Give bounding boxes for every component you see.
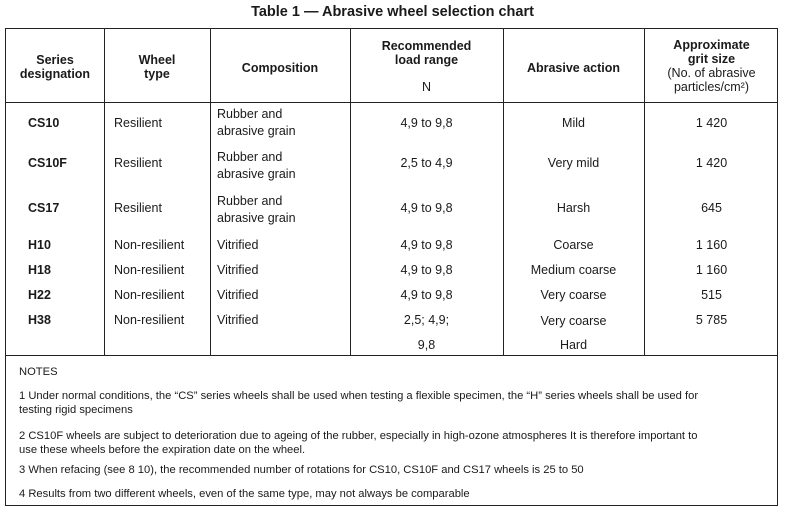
header-wheel-line2: type <box>144 67 170 81</box>
row-load: 2,5 to 4,9 <box>400 156 453 170</box>
row-load: 4,9 to 9,8 <box>400 263 453 277</box>
row-series: H38 <box>28 313 51 327</box>
row-grit: 1 160 <box>695 238 728 252</box>
note-1-line2: testing rigid specimens <box>19 404 133 416</box>
row-composition: Vitrified <box>217 288 259 302</box>
row-load: 4,9 to 9,8 <box>400 288 453 302</box>
row-series: CS10F <box>28 156 67 170</box>
row-action: Medium coarse <box>530 263 617 277</box>
row-series: CS10 <box>28 116 60 130</box>
note-2-line2: use these wheels before the expiration date on the wheel. <box>19 444 306 456</box>
note-2-line1: 2 CS10F wheels are subject to deterioration due to ageing of the rubber, especially in high-ozone atmospheres It is therefore important to <box>19 430 698 442</box>
row-wheel-type: Non-resilient <box>114 263 185 277</box>
note-4: 4 Results from two different wheels, even of the same type, may not always be comparable <box>19 488 470 500</box>
column-divider <box>503 29 504 355</box>
header-load-line1: Recommended <box>381 39 472 53</box>
row-composition-line1: Rubber and <box>217 150 283 164</box>
header-abrasive-action: Abrasive action <box>526 61 621 75</box>
row-load: 4,9 to 9,8 <box>400 116 453 130</box>
header-series-line1: Series <box>36 53 74 67</box>
header-grit-size <box>644 38 779 94</box>
header-grit-line4: particles/cm²) <box>673 80 749 94</box>
row-grit: 515 <box>701 288 722 302</box>
table-title: Table 1 — Abrasive wheel selection chart <box>251 4 534 20</box>
row-wheel-type: Non-resilient <box>114 238 185 252</box>
row-load: 2,5; 4,9; <box>403 313 450 327</box>
note-3: 3 When refacing (see 8 10), the recommended number of rotations for CS10, CS10F and CS17 wheels is 25 to 50 <box>19 464 584 476</box>
row-action: Mild <box>562 116 585 130</box>
row-series: H10 <box>28 238 51 252</box>
row-grit: 1 420 <box>695 156 728 170</box>
row-composition <box>217 106 296 140</box>
row-action: Coarse <box>553 238 594 252</box>
row-action: Very coarse <box>540 288 607 302</box>
notes-divider <box>6 355 777 356</box>
row-action: Harsh <box>556 201 591 215</box>
row-composition: Vitrified <box>217 263 259 277</box>
row-action: Very coarse <box>540 314 607 328</box>
row-composition: Vitrified <box>217 238 259 252</box>
row-action-continued: Hard <box>559 338 588 352</box>
header-wheel-type <box>104 53 210 81</box>
row-series: CS17 <box>28 201 60 215</box>
row-action: Very mild <box>547 156 600 170</box>
row-composition-line2: abrasive grain <box>217 167 296 181</box>
row-grit: 1 160 <box>695 263 728 277</box>
row-composition: Vitrified <box>217 313 259 327</box>
header-series-line2: designation <box>19 67 91 81</box>
row-load: 4,9 to 9,8 <box>400 201 453 215</box>
row-composition <box>217 149 296 183</box>
row-load-continued: 9,8 <box>417 338 436 352</box>
row-wheel-type: Resilient <box>114 156 162 170</box>
note-2 <box>19 429 774 457</box>
header-series <box>6 53 104 81</box>
row-wheel-type: Resilient <box>114 116 162 130</box>
abrasive-wheel-table <box>5 28 778 506</box>
header-load-line2: load range <box>394 53 459 67</box>
row-composition-line2: abrasive grain <box>217 124 296 138</box>
note-1 <box>19 389 774 417</box>
row-wheel-type: Non-resilient <box>114 288 185 302</box>
header-grit-line3: (No. of abrasive <box>667 66 756 80</box>
row-grit: 645 <box>701 201 722 215</box>
note-1-line1: 1 Under normal conditions, the “CS” series wheels shall be used when testing a flexible specimen, the “H” series wheels shall be used for <box>19 390 699 402</box>
row-series: H18 <box>28 263 51 277</box>
notes-heading: NOTES <box>19 366 58 378</box>
row-composition-line2: abrasive grain <box>217 211 296 225</box>
header-grit-line1: Approximate <box>673 38 750 52</box>
row-composition-line1: Rubber and <box>217 194 283 208</box>
row-load: 4,9 to 9,8 <box>400 238 453 252</box>
row-wheel-type: Non-resilient <box>114 313 185 327</box>
header-composition: Composition <box>241 61 319 75</box>
row-grit: 1 420 <box>695 116 728 130</box>
header-grit-line2: grit size <box>687 52 736 66</box>
header-wheel-line1: Wheel <box>138 53 176 67</box>
row-grit: 5 785 <box>695 313 728 327</box>
row-series: H22 <box>28 288 51 302</box>
column-divider <box>210 29 211 355</box>
header-divider <box>6 102 777 103</box>
row-composition-line1: Rubber and <box>217 107 283 121</box>
row-composition <box>217 193 296 227</box>
row-wheel-type: Resilient <box>114 201 162 215</box>
header-load-range <box>350 39 503 94</box>
header-load-unit: N <box>421 80 432 94</box>
